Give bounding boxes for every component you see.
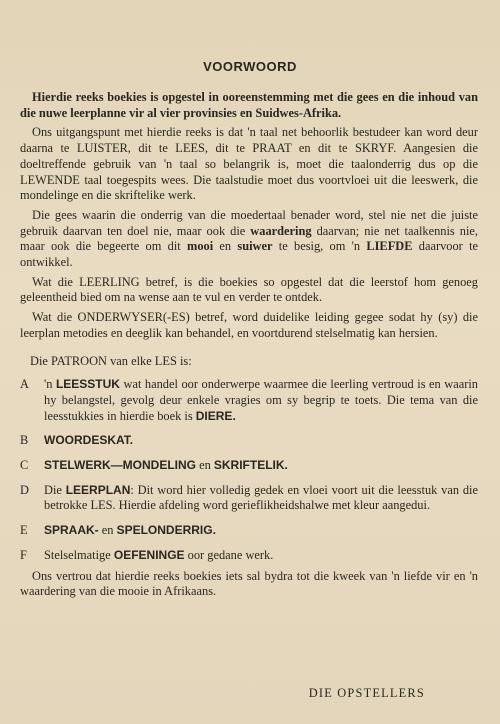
item-letter: B [20,433,29,448]
item-letter: D [20,482,29,497]
item-letter: F [20,547,27,562]
bold-text: LEESSTUK [55,377,120,392]
list-item-e [20,523,478,539]
closing-paragraph: Ons vertrou dat hierdie reeks boekies iets sal bydra tot die kweek van 'n liefde vir en 'n waardering van die mooie in Afrikaans. [20,568,478,599]
text-run: en [98,523,117,538]
list-item-b [20,433,478,449]
bold-text: OEFENINGE [113,547,185,562]
text-run: wat handel oor onderwerpe waarmee die leerling vertroud is en waarin hy belangstel, gevolg deur enkele vragies om sy begrip te toets. Die tema van die leesstukkies in hierdie boek is [44,377,478,423]
paragraph-spirit [20,208,478,271]
text-run: en [213,239,238,254]
bold-text: suiwer [237,239,273,254]
bold-text: SPRAAK- [44,523,99,538]
intro-paragraph: Hierdie reeks boekies is opgestel in ooreenstemming met die gees en die inhoud van die nuwe leerplanne vir al vier provinsies en Suidwes-Afrika. [20,90,478,120]
text-run: daarvoor te ontwikkel. [20,239,479,270]
item-text [44,433,478,449]
text-run: : Dit word hier volledig gedek en vloei voort uit die leesstuk van die betrokke LES. Hierdie afdeling word gerieflikheidshalwe met kleur aangedui. [44,482,478,513]
item-text [44,548,478,564]
item-text [44,377,478,424]
bold-text: STELWERK—MONDELING [44,458,196,473]
item-text [44,523,478,539]
page-title: VOORWOORD [203,59,297,74]
item-text [44,458,478,474]
paragraph-approach: Ons uitgangspunt met hierdie reeks is dat 'n taal net behoorlik bestudeer kan word deur daarna te LUISTER, dit te LEES, dit te PRAAT en dit te SKRYF. Aangesien die doeltreffende gebruik van 'n taal so belangrik is, moet die taalonderrig dus op die LEWENDE taal toegespits wees. Die taalstudie moet dus voortvloei uit die leeswerk, die mondelinge en die skriftelike werk. [20,125,478,203]
text-run: te besig, om 'n [272,239,367,254]
foreword-body [20,90,478,604]
text-run: Stelselmatige [44,547,114,562]
item-letter: A [20,377,29,392]
list-item-f [20,548,478,564]
bold-text: waardering [250,223,312,238]
signature: DIE OPSTELLERS [308,686,425,700]
bold-text: WOORDESKAT. [44,433,134,448]
bold-text: LEERPLAN [65,482,131,497]
item-text [44,483,478,514]
lesson-pattern-heading: Die PATROON van elke LES is: [30,353,192,368]
text-run: 'n [44,377,56,392]
text-run: daarvan; nie net taalkennis nie, maar ook die begeerte om dit [20,223,478,254]
bold-text: LIEFDE [366,239,413,254]
bold-text: SPELONDERRIG. [116,523,216,538]
item-letter: C [20,458,29,473]
list-item-a [20,377,478,424]
text-run: oor gedane werk. [184,547,274,562]
paragraph-teacher: Wat die ONDERWYSER(-ES) betref, word duidelike leiding gegee sodat hy (sy) die leerplan metodies en deeglik kan behandel, en voortdurend stelselmatig kan hersien. [20,310,478,340]
text-run: en [196,458,214,473]
paragraph-learner: Wat die LEERLING betref, is die boekies so opgestel dat die leerstof hom genoeg geleentheid bied om na wense aan te vul en verder te ontdek. [20,274,478,305]
list-item-c [20,458,478,474]
list-item-d [20,483,478,514]
text-run: Die gees waarin die onderrig van die moedertaal benader word, stel nie net die juiste gebruik daarvan ten doel nie, maar ook die [20,207,478,238]
text-run: Die [44,482,66,497]
bold-text: SKRIFTELIK. [213,458,288,473]
bold-text: DIERE. [195,408,236,423]
item-letter: E [20,523,28,538]
bold-text: mooi [187,239,214,254]
